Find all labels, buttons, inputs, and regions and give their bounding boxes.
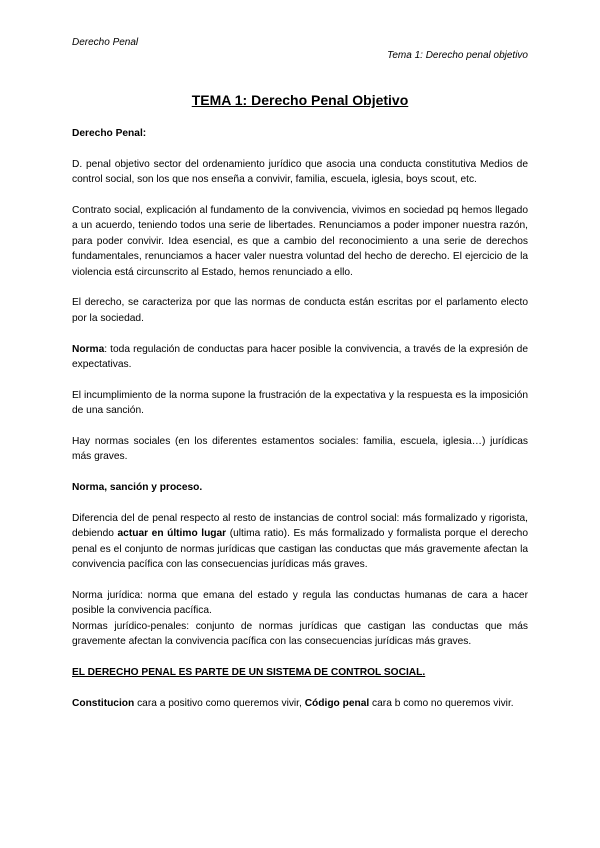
paragraph-2: Contrato social, explicación al fundamento de la convivencia, vivimos en sociedad pq hemos llegado a un acuerdo, teniendo todos una serie de libertades. Renunciamos a poder imponer nuestra razón, para poder convivir. Idea esencial, es que a cambio del reconocimiento a una serie de derechos fundamentales, renunciamos a hacer valer nuestra voluntad del hecho de derecho. El ejercicio de la violencia está circunscrito al Estado, hemos renunciado a ello. xyxy=(72,205,528,278)
p10-bold-1: Constitucion xyxy=(72,697,135,709)
paragraph-6: Hay normas sociales (en los diferentes estamentos sociales: familia, escuela, iglesia…) jurídicas más graves. xyxy=(72,436,528,463)
paragraph-1: D. penal objetivo sector del ordenamiento jurídico que asocia una conducta constitutiva Medios de control social, son los que nos enseña a convivir, familia, escuela, iglesia, boys scout, etc. xyxy=(72,158,528,186)
heading-norma-sancion: Norma, sanción y proceso. xyxy=(72,482,203,494)
paragraph-7 xyxy=(72,511,528,573)
p7-before: Diferencia del de penal respecto al resto de instancias de control social: más formalizado y rigorista, debiendo xyxy=(72,513,528,540)
norma-term: Norma xyxy=(72,343,105,355)
p10-bold-2: Código penal xyxy=(304,697,370,709)
page-title: TEMA 1: Derecho Penal Objetivo xyxy=(191,92,409,108)
paragraph-3: El derecho, se caracteriza por que las normas de conducta están escritas por el parlamento electo por la sociedad. xyxy=(72,297,528,324)
paragraph-9: Normas jurídico-penales: conjunto de normas jurídicas que castigan las conductas que más gravemente afectan la convivencia pacífica con las consecuencias jurídicas más graves. xyxy=(72,620,528,648)
heading-derecho-penal: Derecho Penal: xyxy=(72,128,147,139)
p7-after: (ultima ratio). Es más formalizado y formalista porque el derecho penal es el conjunto de normas jurídicas que castigan las conductas que más gravemente afectan la convivencia pacífica con las consecuencias jurídicas más graves. xyxy=(72,528,528,571)
section-title: EL DERECHO PENAL ES PARTE DE UN SISTEMA DE CONTROL SOCIAL. xyxy=(72,667,426,679)
p10-end: cara b como no queremos vivir. xyxy=(369,697,514,709)
paragraph-4 xyxy=(72,342,528,373)
p10-mid: cara a positivo como queremos vivir, xyxy=(134,697,305,709)
paragraph-5: El incumplimiento de la norma supone la frustración de la expectativa y la respuesta es la imposición de una sanción. xyxy=(72,389,528,417)
paragraph-8: Norma jurídica: norma que emana del estado y regula las conductas humanas de cara a hacer posible la convivencia pacífica. xyxy=(72,590,528,617)
header-left: Derecho Penal xyxy=(72,37,139,48)
p7-bold: actuar en último lugar xyxy=(117,528,227,540)
header-right: Tema 1: Derecho penal objetivo xyxy=(387,50,528,61)
paragraph-10 xyxy=(72,696,528,711)
document-body xyxy=(72,126,528,727)
norma-definition: : toda regulación de conductas para hacer posible la convivencia, a través de la expresión de expectativas. xyxy=(72,343,528,371)
